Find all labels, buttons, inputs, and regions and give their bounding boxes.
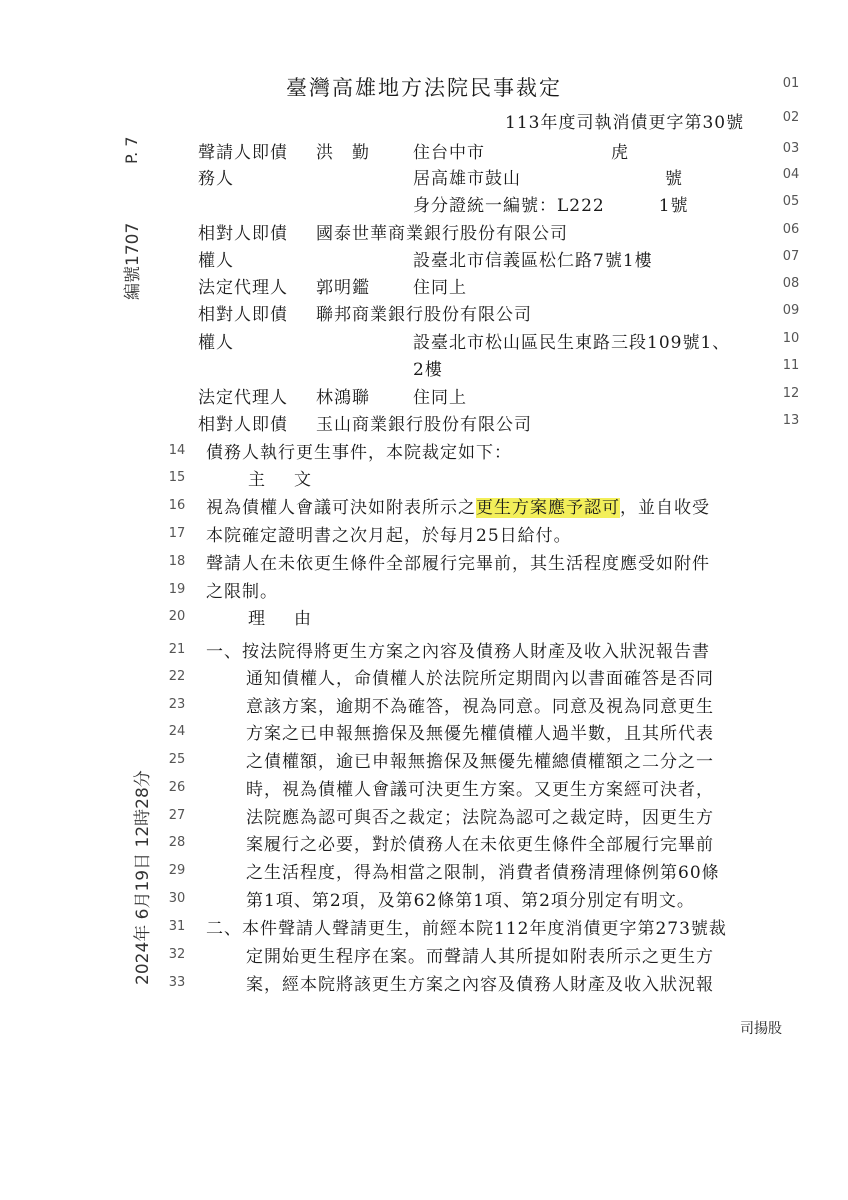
body-line: 之債權額，逾已申報無擔保及無優先權總債權額之二分之一 xyxy=(246,752,714,772)
side-page-mark: P. 7 xyxy=(122,136,141,164)
body-text: ，並自收受 xyxy=(620,498,710,518)
body-line: 法院應為認可與否之裁定；法院為認可之裁定時，因更生方 xyxy=(246,808,714,828)
party-role: 權人 xyxy=(198,251,234,271)
body-text: 視為債權人會議可決如附表所示之 xyxy=(206,498,476,518)
line-number: 13 xyxy=(782,413,800,428)
line-number: 21 xyxy=(168,642,186,657)
party-address: 住台中市 虎 xyxy=(413,143,629,163)
line-number: 25 xyxy=(168,752,186,767)
line-number: 09 xyxy=(782,303,800,318)
line-number: 18 xyxy=(168,554,186,569)
side-timestamp: 2024年 6月19日 12時28分 xyxy=(133,770,153,985)
case-number: 113年度司執消債更字第30號 xyxy=(505,113,745,133)
party-name: 洪 勤 xyxy=(316,143,370,163)
line-number: 33 xyxy=(168,975,186,990)
body-line: 一、按法院得將更生方案之內容及債務人財產及收入狀況報告書 xyxy=(206,642,710,662)
line-number: 04 xyxy=(782,167,800,182)
party-role: 聲請人即債 xyxy=(198,143,288,163)
body-line: 本院確定證明書之次月起，於每月25日給付。 xyxy=(206,526,572,546)
footer-division: 司揚股 xyxy=(740,1021,782,1037)
body-line: 定開始更生程序在案。而聲請人其所提如附表所示之更生方 xyxy=(246,947,714,967)
line-number: 05 xyxy=(782,194,800,209)
line-number: 31 xyxy=(168,919,186,934)
body-line: 案履行之必要，對於債務人在未依更生條件全部履行完畢前 xyxy=(246,835,714,855)
party-name: 聯邦商業銀行股份有限公司 xyxy=(316,305,532,325)
document-title: 臺灣高雄地方法院民事裁定 xyxy=(286,76,562,100)
party-id: 身分證統一編號：L222 1號 xyxy=(413,196,689,216)
party-address: 設臺北市信義區松仁路7號1樓 xyxy=(413,251,653,271)
body-line: 方案之已申報無擔保及無優先權債權人過半數，且其所代表 xyxy=(246,724,714,744)
line-number: 03 xyxy=(782,141,800,156)
line-number: 16 xyxy=(168,498,186,513)
body-line: 之限制。 xyxy=(206,582,278,602)
line-number: 10 xyxy=(782,331,800,346)
line-number: 12 xyxy=(782,386,800,401)
party-role: 權人 xyxy=(198,333,234,353)
line-number: 29 xyxy=(168,863,186,878)
section-heading-main-text: 主 文 xyxy=(248,470,317,490)
party-role: 相對人即債 xyxy=(198,305,288,325)
party-role: 相對人即債 xyxy=(198,224,288,244)
party-address: 居高雄市鼓山 號 xyxy=(413,169,683,189)
body-line: 時，視為債權人會議可決更生方案。又更生方案經可決者， xyxy=(246,780,714,800)
body-line: 案，經本院將該更生方案之內容及債務人財產及收入狀況報 xyxy=(246,975,714,995)
section-heading-reasons: 理 由 xyxy=(248,609,317,629)
line-number: 24 xyxy=(168,724,186,739)
party-name: 郭明鑑 xyxy=(316,278,370,298)
party-address: 住同上 xyxy=(413,388,467,408)
party-role: 法定代理人 xyxy=(198,278,288,298)
party-role: 法定代理人 xyxy=(198,388,288,408)
body-line: 之生活程度，得為相當之限制，消費者債務清理條例第60條 xyxy=(246,863,720,883)
line-number: 15 xyxy=(168,470,186,485)
body-line xyxy=(206,493,710,518)
line-number: 20 xyxy=(168,609,186,624)
party-role: 相對人即債 xyxy=(198,415,288,435)
party-role: 務人 xyxy=(198,169,234,189)
line-number: 27 xyxy=(168,808,186,823)
party-name: 國泰世華商業銀行股份有限公司 xyxy=(316,224,568,244)
party-address: 2樓 xyxy=(413,360,443,380)
line-number: 17 xyxy=(168,526,186,541)
line-number: 30 xyxy=(168,891,186,906)
line-number: 07 xyxy=(782,249,800,264)
party-name: 林鴻聯 xyxy=(316,388,370,408)
side-reel-mark: 編號1707 xyxy=(123,222,143,300)
party-name: 玉山商業銀行股份有限公司 xyxy=(316,415,532,435)
body-line: 第1項、第2項，及第62條第1項、第2項分別定有明文。 xyxy=(246,891,695,911)
body-line: 債務人執行更生事件，本院裁定如下： xyxy=(206,443,512,463)
line-number: 14 xyxy=(168,443,186,458)
body-line: 通知債權人，命債權人於法院所定期間內以書面確答是否同 xyxy=(246,669,714,689)
line-number: 01 xyxy=(782,76,800,91)
highlighted-text: 更生方案應予認可 xyxy=(476,498,620,518)
line-number: 19 xyxy=(168,582,186,597)
line-number: 32 xyxy=(168,947,186,962)
line-number: 06 xyxy=(782,222,800,237)
body-line: 意該方案，逾期不為確答，視為同意。同意及視為同意更生 xyxy=(246,697,714,717)
body-line: 二、本件聲請人聲請更生，前經本院112年度消債更字第273號裁 xyxy=(206,919,727,939)
line-number: 02 xyxy=(782,110,800,125)
party-address: 住同上 xyxy=(413,278,467,298)
line-number: 23 xyxy=(168,697,186,712)
line-number: 28 xyxy=(168,835,186,850)
line-number: 26 xyxy=(168,780,186,795)
body-line: 聲請人在未依更生條件全部履行完畢前，其生活程度應受如附件 xyxy=(206,554,710,574)
party-address: 設臺北市松山區民生東路三段109號1、 xyxy=(413,333,731,353)
line-number: 11 xyxy=(782,358,800,373)
line-number: 08 xyxy=(782,276,800,291)
line-number: 22 xyxy=(168,669,186,684)
